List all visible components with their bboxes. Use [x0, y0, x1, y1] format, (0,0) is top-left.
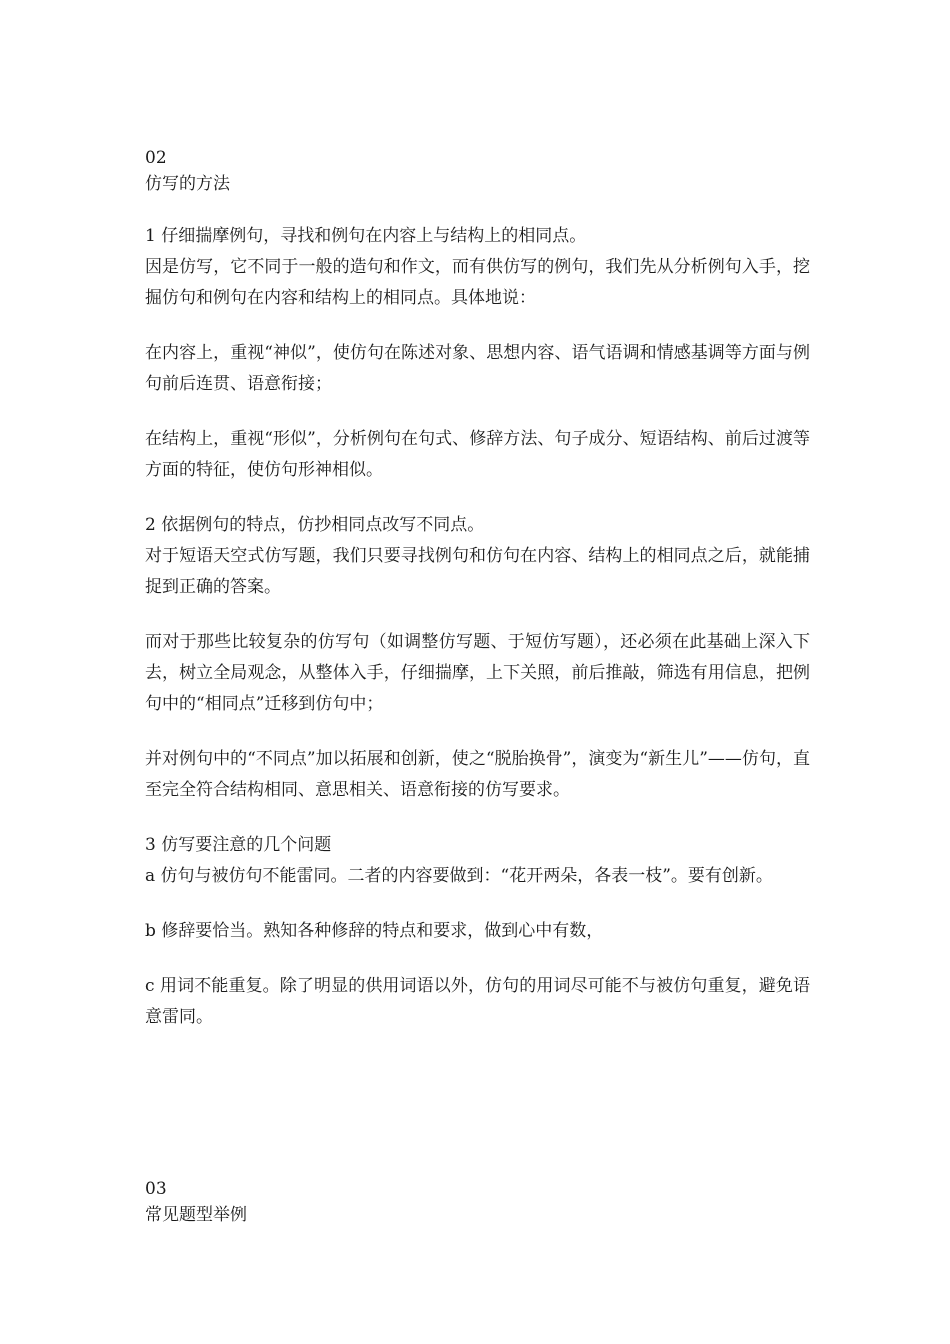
section-title: 常见题型举例 — [145, 1205, 247, 1225]
point1-body: 因是仿写，它不同于一般的造句和作文，而有供仿写的例句，我们先从分析例句入手，挖掘仿句和例句在内容和结构上的相同点。具体地说： — [145, 257, 810, 308]
section3-header — [145, 1176, 247, 1228]
point1-structure-paragraph: 在结构上，重视“形似”，分析例句在句式、修辞方法、句子成分、短语结构、前后过渡等方面的特征，使仿句形神相似。 — [145, 429, 810, 480]
section-title: 仿写的方法 — [145, 174, 230, 194]
point3-heading: 3 仿写要注意的几个问题 — [145, 835, 332, 855]
document-body — [145, 145, 810, 1033]
point2-innovate-paragraph: 并对例句中的“不同点”加以拓展和创新，使之“脱胎换骨”，演变为“新生儿”——仿句，直至完全符合结构相同、意思相关、语意衔接的仿写要求。 — [145, 749, 810, 800]
point1-heading: 1 仔细揣摩例句，寻找和例句在内容上与结构上的相同点。 — [145, 226, 587, 246]
point3-item-b: b 修辞要恰当。熟知各种修辞的特点和要求，做到心中有数， — [145, 921, 604, 941]
point2-heading: 2 依据例句的特点，仿抄相同点改写不同点。 — [145, 515, 485, 535]
point1-content-paragraph: 在内容上，重视“神似”，使仿句在陈述对象、思想内容、语气语调和情感基调等方面与例句前后连贯、语意衔接； — [145, 343, 810, 394]
point3-item-c: c 用词不能重复。除了明显的供用词语以外，仿句的用词尽可能不与被仿句重复，避免语意雷同。 — [145, 976, 810, 1027]
section-number: 03 — [145, 1179, 167, 1199]
point2-body: 对于短语天空式仿写题，我们只要寻找例句和仿句在内容、结构上的相同点之后，就能捕捉到正确的答案。 — [145, 546, 810, 597]
point2-complex-paragraph: 而对于那些比较复杂的仿写句（如调整仿写题、于短仿写题），还必须在此基础上深入下去，树立全局观念，从整体入手，仔细揣摩，上下关照，前后推敲，筛选有用信息，把例句中的“相同点”迁移到仿句中； — [145, 632, 810, 714]
section-number: 02 — [145, 148, 167, 168]
point3-item-a: a 仿句与被仿句不能雷同。二者的内容要做到：“花开两朵，各表一枝”。要有创新。 — [145, 866, 773, 886]
